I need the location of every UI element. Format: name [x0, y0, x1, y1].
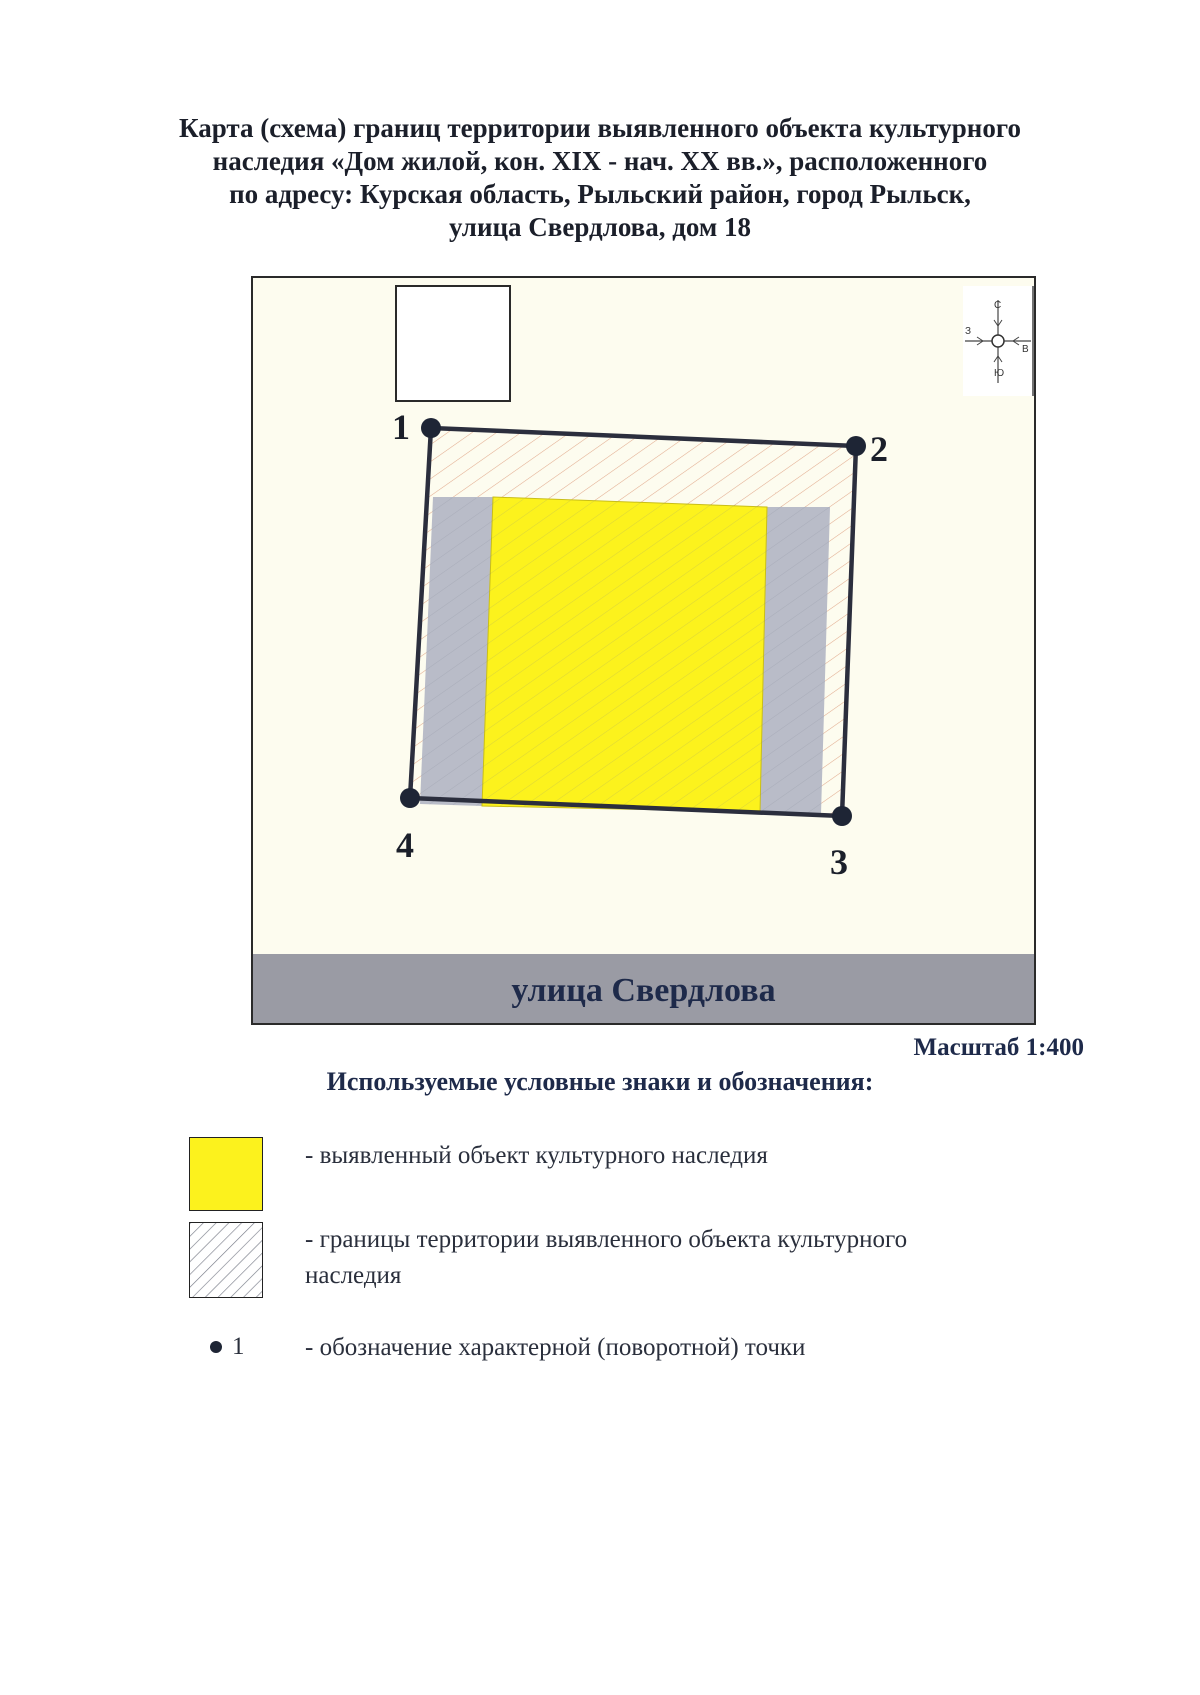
map-scale: Масштаб 1:400 [913, 1034, 1084, 1061]
point-3-marker [832, 806, 852, 826]
compass-south-label: Ю [994, 368, 1005, 379]
compass-north-label: С [994, 300, 1002, 311]
legend-text-territory-boundary-line-1: - границы территории выявленного объекта культурного [305, 1226, 908, 1253]
point-2-label: 2 [870, 429, 888, 469]
legend-point-symbol-label: 1 [232, 1333, 245, 1360]
hatch-icon [190, 1223, 263, 1298]
point-dot-icon [210, 1341, 222, 1353]
map-canvas [253, 278, 1034, 1023]
street-name: улица Свердлова [511, 972, 776, 1009]
legend-title: Используемые условные знаки и обозначения: [326, 1067, 874, 1096]
point-4-label: 4 [396, 825, 414, 865]
map-frame [251, 276, 1036, 1025]
hatch-overlay [420, 497, 830, 814]
legend-text-characteristic-point: - обозначение характерной (поворотной) точки [305, 1334, 806, 1361]
compass-east-label: В [1022, 344, 1029, 355]
compass-west-label: З [965, 326, 972, 337]
title-line-2: наследия «Дом жилой, кон. XIX - нач. XX вв.», расположенного [212, 146, 988, 176]
legend-point-symbol [210, 1333, 245, 1361]
point-1-marker [421, 418, 441, 438]
title-line-3: по адресу: Курская область, Рыльский район, город Рыльск, [229, 179, 971, 209]
legend-text-heritage-object: - выявленный объект культурного наследия [305, 1142, 768, 1169]
legend-swatch-heritage-object [189, 1137, 263, 1211]
point-2-marker [846, 436, 866, 456]
point-3-label: 3 [830, 842, 848, 882]
document-title [150, 112, 1050, 244]
legend-text-territory-boundary-line-2: наследия [305, 1262, 402, 1289]
legend-text-territory-boundary [305, 1222, 1025, 1294]
title-line-4: улица Свердлова, дом 18 [448, 212, 752, 242]
point-1-label: 1 [392, 407, 410, 447]
legend-swatch-territory-boundary [189, 1222, 263, 1298]
neighbor-parcel [396, 286, 510, 401]
point-4-marker [400, 788, 420, 808]
title-line-1: Карта (схема) границ территории выявленного объекта культурного [179, 113, 1021, 143]
